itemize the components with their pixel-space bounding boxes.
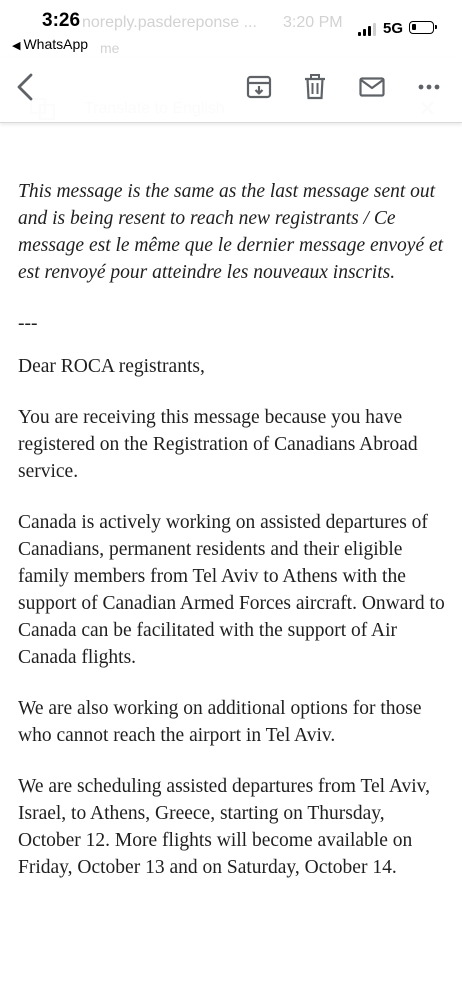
- status-bar: [0, 0, 462, 58]
- greeting: Dear ROCA registrants,: [18, 356, 205, 377]
- paragraph-registration: You are receiving this message because you have registered on the Registration of Canadians Abroad service.: [18, 407, 418, 482]
- battery-icon: [409, 21, 434, 34]
- ghost-sender: noreply.pasdereponse ...: [82, 14, 257, 31]
- ghost-recipient: me: [100, 40, 120, 56]
- paragraph-additional-options: We are also working on additional options for those who cannot reach the airport in Tel Aviv.: [18, 698, 422, 746]
- back-chevron-icon: [16, 73, 34, 101]
- ghost-time: 3:20 PM: [283, 14, 343, 31]
- back-app-label: WhatsApp: [23, 36, 89, 52]
- paragraph-departures: Canada is actively working on assisted departures of Canadians, permanent residents and their eligible family members from Tel Aviv to Athens with the support of Canadian Armed Forces aircraft. Onward to Canada can be facilitated with the support of Air Canada flights.: [18, 512, 445, 668]
- email-toolbar: [0, 58, 462, 123]
- mark-unread-button[interactable]: [357, 72, 387, 102]
- network-type: 5G: [383, 20, 404, 37]
- paragraph-schedule: We are scheduling assisted departures from Tel Aviv, Israel, to Athens, Greece, starting on Thursday, October 12. More flights will become available on Friday, October 13 and on Saturday, October 14.: [18, 776, 431, 878]
- resend-notice: This message is the same as the last message sent out and is being resent to reach new registrants / Ce message est le même que le dernier message envoyé et est renvoyé pour atteindre les nouveaux inscrits.: [18, 181, 444, 283]
- back-triangle-icon: ◀: [12, 40, 21, 52]
- email-body: [18, 178, 446, 905]
- trash-icon: [303, 74, 327, 100]
- archive-button[interactable]: [244, 72, 274, 102]
- more-icon: [418, 84, 440, 90]
- more-options-button[interactable]: [414, 72, 444, 102]
- clock: 3:26: [42, 10, 81, 31]
- archive-icon: [246, 74, 272, 100]
- mail-icon: [359, 77, 385, 97]
- back-to-app-button[interactable]: [12, 36, 88, 52]
- back-button[interactable]: [10, 72, 40, 102]
- delete-button[interactable]: [300, 72, 330, 102]
- separator: ---: [18, 313, 38, 334]
- signal-icon: [358, 22, 378, 36]
